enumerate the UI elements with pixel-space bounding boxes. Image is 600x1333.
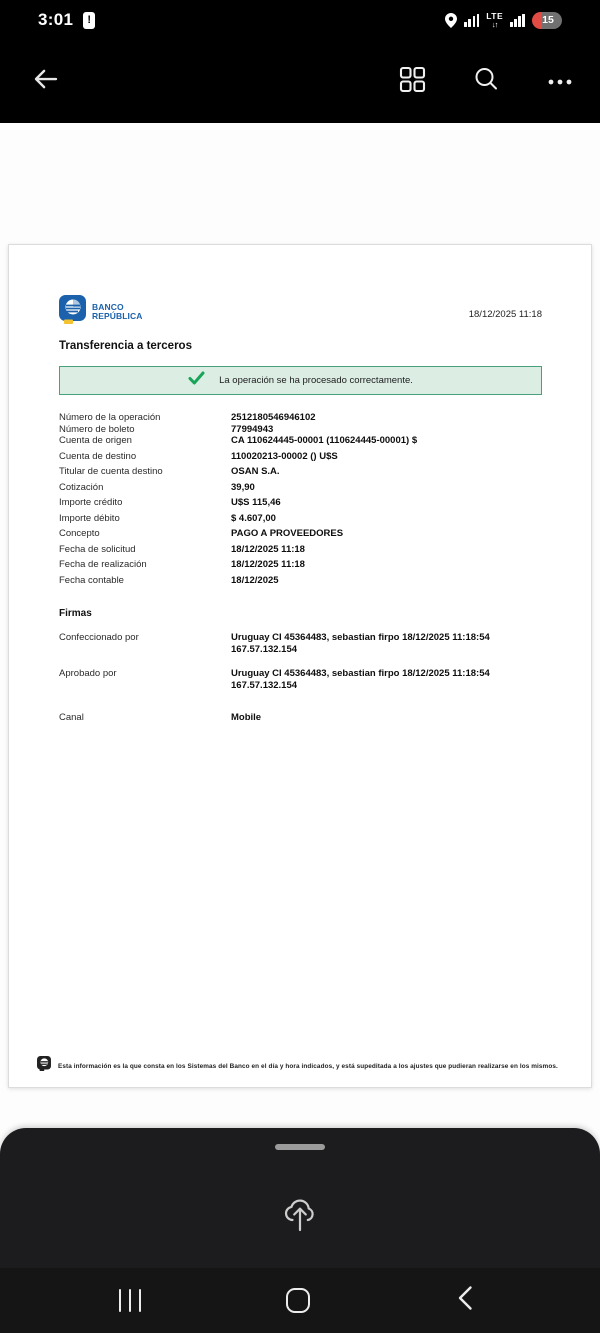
- nav-back-button[interactable]: [437, 1277, 493, 1325]
- field-label: Importe débito: [59, 512, 120, 524]
- field-value: Uruguay CI 45364483, sebastian firpo 18/12/2025 11:18:54 167.57.132.154: [231, 632, 490, 655]
- field-value: 39,90: [231, 481, 255, 493]
- cloud-upload-icon: [281, 1192, 319, 1241]
- field-label: Canal: [59, 712, 84, 723]
- bank-name: BANCO REPÚBLICA: [92, 302, 143, 321]
- signal-bars-icon: [510, 14, 525, 27]
- battery-pill-icon: 15: [532, 12, 562, 29]
- success-banner: [59, 366, 542, 395]
- signature-row: [59, 712, 542, 724]
- field-value: PAGO A PROVEEDORES: [231, 528, 344, 539]
- field-value: 18/12/2025 11:18: [231, 543, 305, 555]
- signature-row: [59, 632, 542, 655]
- field-value: 18/12/2025: [231, 574, 279, 586]
- field-row: [59, 544, 542, 560]
- nav-home-button[interactable]: [270, 1277, 326, 1325]
- document-datetime: 18/12/2025 11:18: [468, 309, 542, 320]
- cloud-upload-button[interactable]: [277, 1190, 323, 1242]
- field-row: [59, 424, 542, 436]
- field-value: 18/12/2025 11:18: [231, 559, 305, 570]
- search-icon: [472, 65, 500, 98]
- location-pin-icon: [445, 13, 457, 28]
- search-button[interactable]: [466, 62, 506, 102]
- lte-icon: LTE ↓↑: [486, 10, 504, 29]
- field-label: Número de boleto: [59, 423, 135, 435]
- field-value: $ 4.607,00: [231, 512, 276, 524]
- signal-bars-icon: [464, 14, 479, 27]
- more-options-button[interactable]: [540, 62, 580, 102]
- field-label: Fecha de realización: [59, 559, 147, 570]
- field-row: [59, 412, 542, 424]
- receipt-fields: [59, 412, 542, 590]
- field-label: Titular de cuenta destino: [59, 466, 163, 477]
- brou-logo-icon: [59, 295, 86, 329]
- bank-brand: [59, 295, 143, 329]
- battery-warning-icon: !: [83, 12, 95, 29]
- field-label: Fecha de solicitud: [59, 543, 136, 555]
- checkmark-icon: [188, 371, 205, 390]
- clock: 3:01: [38, 10, 74, 29]
- pdf-viewer-toolbar: [0, 40, 600, 123]
- field-label: Número de la operación: [59, 412, 161, 423]
- success-message: La operación se ha procesado correctamente.: [219, 375, 413, 386]
- field-row: [59, 435, 542, 451]
- field-value: 77994943: [231, 423, 274, 435]
- field-label: Cuenta de origen: [59, 435, 132, 446]
- field-label: Fecha contable: [59, 574, 124, 586]
- document-header: [59, 295, 542, 329]
- footer-disclaimer: Esta información es la que consta en los Sistemas del Banco en el día y hora indicados, y está supeditada a los ajustes que pudieran realizarse en los mismos.: [58, 1062, 558, 1070]
- nav-recents-button[interactable]: [102, 1277, 158, 1325]
- status-bar: [0, 0, 600, 40]
- field-value: Uruguay CI 45364483, sebastian firpo 18/12/2025 11:18:54 167.57.132.154: [231, 668, 490, 691]
- back-chevron-icon: [457, 1285, 473, 1316]
- field-label: Cotización: [59, 481, 104, 493]
- field-row: [59, 513, 542, 529]
- drag-handle[interactable]: [275, 1144, 325, 1150]
- more-options-icon: [547, 73, 573, 91]
- android-nav-bar: [0, 1268, 600, 1333]
- field-row: [59, 528, 542, 544]
- document-title: Transferencia a terceros: [59, 340, 192, 352]
- field-label: Confeccionado por: [59, 632, 139, 643]
- field-row: [59, 575, 542, 591]
- field-row: [59, 559, 542, 575]
- document-footer: [37, 1056, 571, 1076]
- grid-apps-icon: [399, 66, 426, 98]
- field-value: CA 110624445-00001 (110624445-00001) $: [231, 435, 418, 446]
- field-label: Importe crédito: [59, 497, 123, 508]
- field-row: [59, 451, 542, 467]
- receipt-page: [8, 244, 592, 1088]
- recents-icon: [119, 1289, 142, 1312]
- field-label: Aprobado por: [59, 668, 117, 679]
- field-value: 110020213-00002 () U$S: [231, 450, 338, 462]
- home-icon: [286, 1288, 310, 1313]
- field-label: Concepto: [59, 528, 100, 539]
- brou-logo-small-icon: [37, 1056, 51, 1076]
- field-row: [59, 497, 542, 513]
- back-button[interactable]: [26, 62, 66, 102]
- field-value: OSAN S.A.: [231, 466, 280, 477]
- field-value: U$S 115,46: [231, 497, 281, 508]
- pages-grid-button[interactable]: [392, 62, 432, 102]
- field-row: [59, 482, 542, 498]
- signature-row: [59, 668, 542, 691]
- field-label: Cuenta de destino: [59, 450, 137, 462]
- signatures-heading: Firmas: [59, 608, 92, 619]
- field-value: 2512180546946102: [231, 412, 316, 423]
- field-value: Mobile: [231, 712, 262, 723]
- field-row: [59, 466, 542, 482]
- back-arrow-icon: [31, 64, 61, 99]
